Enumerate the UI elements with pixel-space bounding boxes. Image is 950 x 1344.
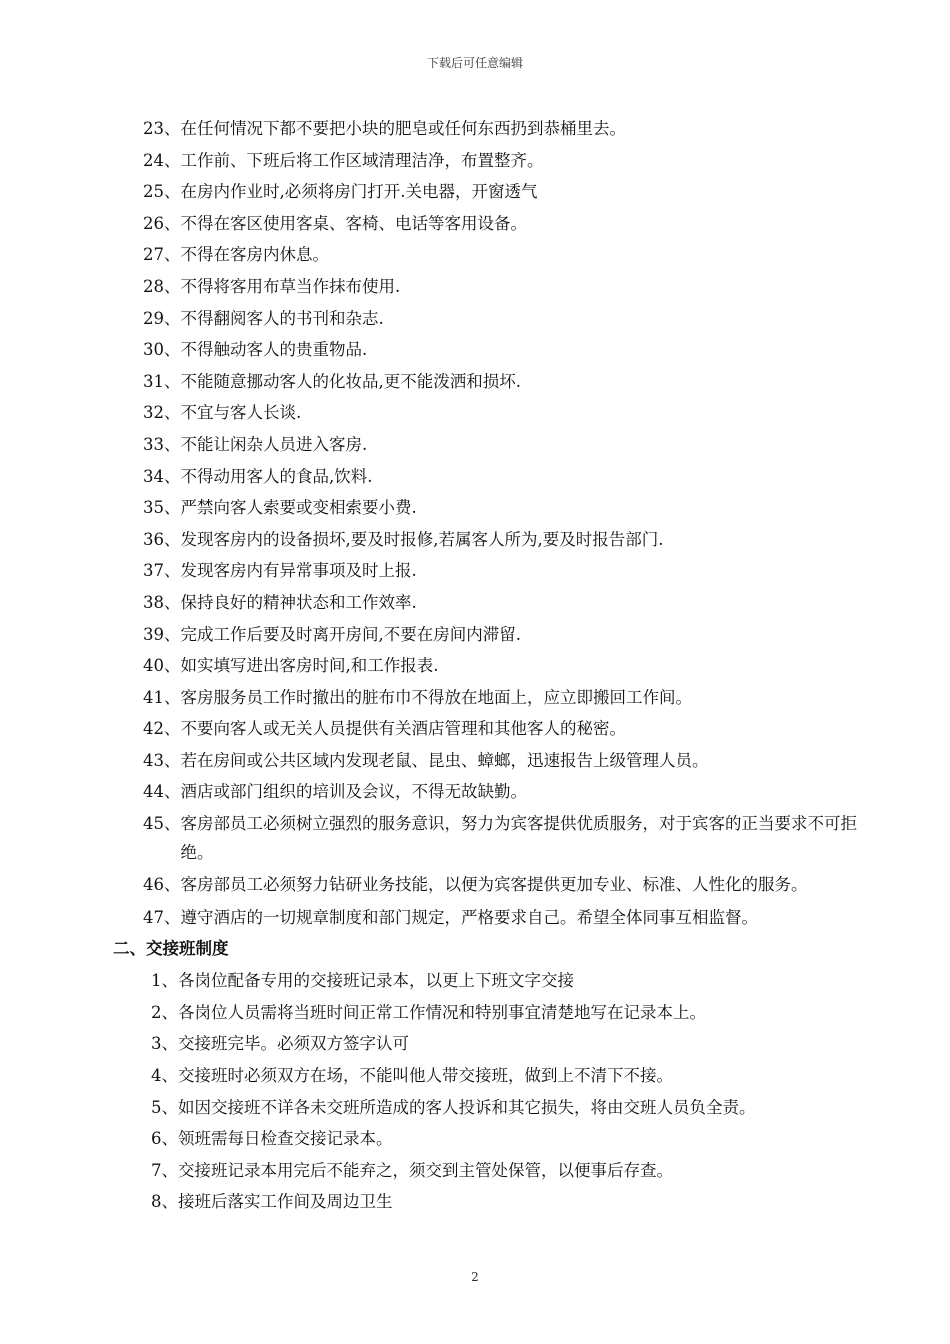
item-text: 不得在客房内休息。 bbox=[180, 245, 329, 265]
item-number: 36、 bbox=[143, 529, 181, 549]
list-item bbox=[143, 682, 863, 714]
handover-rules bbox=[143, 965, 863, 1218]
item-text: 在房内作业时,必须将房门打开.关电器，开窗透气 bbox=[180, 182, 538, 202]
item-text: 严禁向客人索要或变相索要小费. bbox=[180, 498, 417, 518]
item-number: 34、 bbox=[143, 466, 181, 486]
item-text: 发现客房内的设备损坏,要及时报修,若属客人所为,要及时报告部门. bbox=[180, 529, 664, 549]
page-header: 下载后可任意编辑 bbox=[426, 56, 523, 70]
document-body bbox=[113, 113, 863, 1218]
list-item bbox=[143, 113, 863, 145]
item-number: 29、 bbox=[143, 308, 181, 328]
item-number: 43、 bbox=[143, 750, 181, 770]
item-text: 遵守酒店的一切规章制度和部门规定，严格要求自己。希望全体同事互相监督。 bbox=[180, 907, 758, 927]
item-number: 30、 bbox=[143, 340, 181, 360]
list-item bbox=[143, 902, 863, 934]
list-item bbox=[143, 397, 863, 429]
item-number: 26、 bbox=[143, 213, 181, 233]
list-item bbox=[143, 776, 863, 808]
list-item bbox=[143, 208, 863, 240]
list-item bbox=[143, 1028, 863, 1060]
item-text: 不得翻阅客人的书刊和杂志. bbox=[180, 308, 384, 328]
item-text: 不能随意挪动客人的化妆品,更不能泼洒和损坏. bbox=[180, 371, 521, 391]
list-item bbox=[143, 1060, 863, 1092]
item-text: 若在房间或公共区域内发现老鼠、昆虫、蟑螂，迅速报告上级管理人员。 bbox=[180, 750, 709, 770]
item-text: 客房部员工必须努力钻研业务技能，以便为宾客提供更加专业、标准、人性化的服务。 bbox=[180, 875, 808, 895]
list-item bbox=[143, 1092, 863, 1124]
item-text: 如因交接班不详各未交班所造成的客人投诉和其它损失，将由交班人员负全责。 bbox=[178, 1097, 756, 1117]
item-text: 不得将客用布草当作抹布使用. bbox=[180, 276, 401, 296]
list-item bbox=[143, 145, 863, 177]
page-number: 2 bbox=[471, 1270, 479, 1284]
list-item bbox=[143, 869, 863, 902]
item-number: 37、 bbox=[143, 561, 181, 581]
item-text: 交接班记录本用完后不能弃之，须交到主管处保管，以便事后存查。 bbox=[178, 1160, 673, 1180]
item-number: 2、 bbox=[151, 1002, 178, 1022]
item-number: 42、 bbox=[143, 719, 181, 739]
item-text: 酒店或部门组织的培训及会议，不得无故缺勤。 bbox=[180, 782, 527, 802]
item-text: 交接班完毕。必须双方签字认可 bbox=[178, 1034, 409, 1054]
item-number: 39、 bbox=[143, 624, 181, 644]
item-number: 38、 bbox=[143, 592, 181, 612]
item-text: 保持良好的精神状态和工作效率. bbox=[180, 592, 417, 612]
item-number: 5、 bbox=[151, 1097, 178, 1117]
list-item bbox=[143, 1186, 863, 1218]
list-item bbox=[143, 429, 863, 461]
item-text: 不宜与客人长谈. bbox=[180, 403, 302, 423]
list-item bbox=[143, 492, 863, 524]
list-item bbox=[143, 745, 863, 777]
item-number: 1、 bbox=[151, 971, 178, 991]
item-text: 不得触动客人的贵重物品. bbox=[180, 340, 368, 360]
item-text: 交接班时必须双方在场，不能叫他人带交接班，做到上不清下不接。 bbox=[178, 1065, 673, 1085]
item-number: 7、 bbox=[151, 1160, 178, 1180]
list-item bbox=[143, 176, 863, 208]
item-number: 3、 bbox=[151, 1034, 178, 1054]
item-text: 客房服务员工作时撤出的脏布巾不得放在地面上，应立即搬回工作间。 bbox=[180, 687, 692, 707]
item-number: 24、 bbox=[143, 150, 181, 170]
list-item bbox=[143, 1155, 863, 1187]
item-number: 27、 bbox=[143, 245, 181, 265]
item-text: 如实填写进出客房时间,和工作报表. bbox=[180, 656, 439, 676]
item-number: 4、 bbox=[151, 1065, 178, 1085]
item-text: 工作前、下班后将工作区域清理洁净，布置整齐。 bbox=[180, 150, 544, 170]
list-item bbox=[143, 1123, 863, 1155]
item-number: 31、 bbox=[143, 371, 181, 391]
item-number: 40、 bbox=[143, 656, 181, 676]
section-heading: 二、交接班制度 bbox=[113, 939, 229, 959]
item-text: 不要向客人或无关人员提供有关酒店管理和其他客人的秘密。 bbox=[180, 719, 626, 739]
item-number: 41、 bbox=[143, 687, 181, 707]
item-text: 完成工作后要及时离开房间,不要在房间内滞留. bbox=[180, 624, 521, 644]
list-item bbox=[143, 524, 863, 556]
list-item bbox=[143, 555, 863, 587]
item-text: 在任何情况下都不要把小块的肥皂或任何东西扔到恭桶里去。 bbox=[180, 119, 626, 138]
item-number: 45、 bbox=[143, 814, 181, 834]
item-number: 44、 bbox=[143, 782, 181, 802]
list-item bbox=[143, 239, 863, 271]
item-number: 8、 bbox=[151, 1192, 178, 1212]
list-item bbox=[143, 366, 863, 398]
item-number: 47、 bbox=[143, 907, 181, 927]
item-number: 35、 bbox=[143, 498, 181, 518]
item-text: 不得在客区使用客桌、客椅、电话等客用设备。 bbox=[180, 213, 527, 233]
item-number: 25、 bbox=[143, 182, 181, 202]
list-item bbox=[143, 965, 863, 997]
list-item bbox=[143, 587, 863, 619]
list-item bbox=[143, 303, 863, 335]
list-item bbox=[143, 713, 863, 745]
item-text: 接班后落实工作间及周边卫生 bbox=[178, 1192, 393, 1212]
list-item bbox=[143, 997, 863, 1029]
list-item bbox=[143, 461, 863, 493]
item-number: 32、 bbox=[143, 403, 181, 423]
item-text: 领班需每日检查交接记录本。 bbox=[178, 1129, 393, 1149]
item-number: 6、 bbox=[151, 1129, 178, 1149]
list-item bbox=[143, 334, 863, 366]
item-text: 各岗位配备专用的交接班记录本，以更上下班文字交接 bbox=[178, 971, 574, 991]
item-text: 不得动用客人的食品,饮料. bbox=[180, 466, 373, 486]
item-text: 各岗位人员需将当班时间正常工作情况和特别事宜清楚地写在记录本上。 bbox=[178, 1002, 706, 1022]
item-number: 46、 bbox=[143, 875, 181, 895]
list-item bbox=[143, 271, 863, 303]
list-item bbox=[143, 619, 863, 651]
item-text: 不能让闲杂人员进入客房. bbox=[180, 434, 368, 454]
list-item bbox=[143, 650, 863, 682]
list-item bbox=[143, 808, 863, 869]
item-text: 发现客房内有异常事项及时上报. bbox=[180, 561, 417, 581]
item-number: 28、 bbox=[143, 276, 181, 296]
item-number: 23、 bbox=[143, 119, 181, 138]
item-number: 33、 bbox=[143, 434, 181, 454]
item-text: 客房部员工必须树立强烈的服务意识，努力为宾客提供优质服务，对于宾客的正当要求不可拒绝。 bbox=[180, 814, 857, 862]
